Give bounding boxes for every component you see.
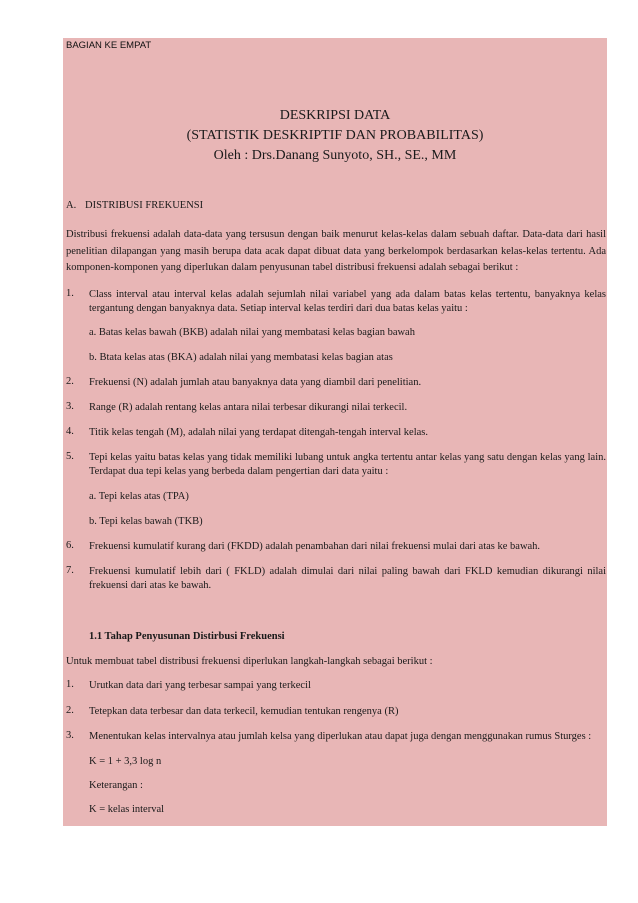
item-5-number: 5. (66, 451, 74, 462)
step-3-text: Menentukan kelas intervalnya atau jumlah kelsa yang diperlukan atau dapat juga dengan menggunakan rumus Sturges : (89, 731, 592, 742)
item-1b-text: b. Btata kelas atas (BKA) adalah nilai yang membatasi kelas bagian atas (89, 352, 393, 363)
running-header: BAGIAN KE EMPAT (66, 40, 152, 51)
item-3-text: Range (R) adalah rentang kelas antara nilai terbesar dikurangi nilai terkecil. (89, 402, 408, 413)
item-5a-text: a. Tepi kelas atas (TPA) (89, 491, 189, 502)
item-2-text: Frekuensi (N) adalah jumlah atau banyaknya data yang diambil dari penelitian. (89, 377, 422, 388)
item-1-number: 1. (66, 288, 74, 299)
item-2-number: 2. (66, 376, 74, 387)
item-1a-text: a. Batas kelas bawah (BKB) adalah nilai yang membatasi kelas bagian bawah (89, 327, 415, 338)
step-2-text: Tetepkan data terbesar dan data terkecil, kemudian tentukan rengenya (R) (89, 706, 399, 717)
item-4-text: Titik kelas tengah (M), adalah nilai yang terdapat ditengah-tengah interval kelas. (89, 427, 429, 438)
doc-subtitle: (STATISTIK DESKRIPTIF DAN PROBABILITAS) (186, 128, 484, 143)
step-2-number: 2. (66, 705, 74, 716)
item-4-number: 4. (66, 426, 74, 437)
section-1-1-intro: Untuk membuat tabel distribusi frekuensi diperlukan langkah-langkah sebagai berikut : (66, 656, 433, 667)
item-7-text: Frekuensi kumulatif lebih dari ( FKLD) adalah dimulai dari nilai paling bawah dari FKLD kemudian dikurangi nilai frekuensi dari atas ke bawah. (89, 566, 606, 591)
doc-title: DESKRIPSI DATA (279, 108, 391, 123)
item-7-number: 7. (66, 565, 74, 576)
keterangan-label: Keterangan : (89, 780, 143, 791)
section-a-heading: DISTRIBUSI FREKUENSI (85, 200, 204, 211)
section-a-number: A. (66, 200, 77, 211)
step-3-number: 3. (66, 730, 74, 741)
k-definition: K = kelas interval (89, 804, 165, 815)
section-1-1-heading: 1.1 Tahap Penyusunan Distirbusi Frekuensi (89, 631, 285, 642)
section-a-intro: Distribusi frekuensi adalah data-data yang tersusun dengan baik menurut kelas-kelas dalam sebuah daftar. Data-data dari hasil penelitian dilapangan yang masih berupa data acak dapat dibuat data yang berkelompok berdasarkan kelas-kelas tertentu. Ada komponen-komponen yang diperlukan dalam penyusunan tabel distribusi frekuensi adalah sebagai berikut : (66, 229, 606, 273)
item-6-number: 6. (66, 540, 74, 551)
step-1-number: 1. (66, 679, 74, 690)
item-3-number: 3. (66, 401, 74, 412)
sturges-formula: K = 1 + 3,3 log n (89, 756, 162, 767)
item-6-text: Frekuensi kumulatif kurang dari (FKDD) adalah penambahan dari nilai frekuensi mulai dari atas ke bawah. (89, 541, 541, 552)
doc-author: Oleh : Drs.Danang Sunyoto, SH., SE., MM (213, 148, 457, 163)
item-1-text: Class interval atau interval kelas adalah sejumlah nilai variabel yang ada dalam batas kelas tertentu, banyaknya kelas tergantung dengan banyaknya data. Setiap interval kelas terdiri dari dua batas kelas yaitu : (89, 289, 606, 314)
item-5-text: Tepi kelas yaitu batas kelas yang tidak memiliki lubang untuk angka tertentu antar kelas yang satu dengan kelas yang lain. Terdapat dua tepi kelas yang berbeda dalam pengertian dari data yaitu : (89, 452, 606, 477)
step-1-text: Urutkan data dari yang terbesar sampai yang terkecil (89, 680, 311, 691)
item-5b-text: b. Tepi kelas bawah (TKB) (89, 516, 203, 527)
